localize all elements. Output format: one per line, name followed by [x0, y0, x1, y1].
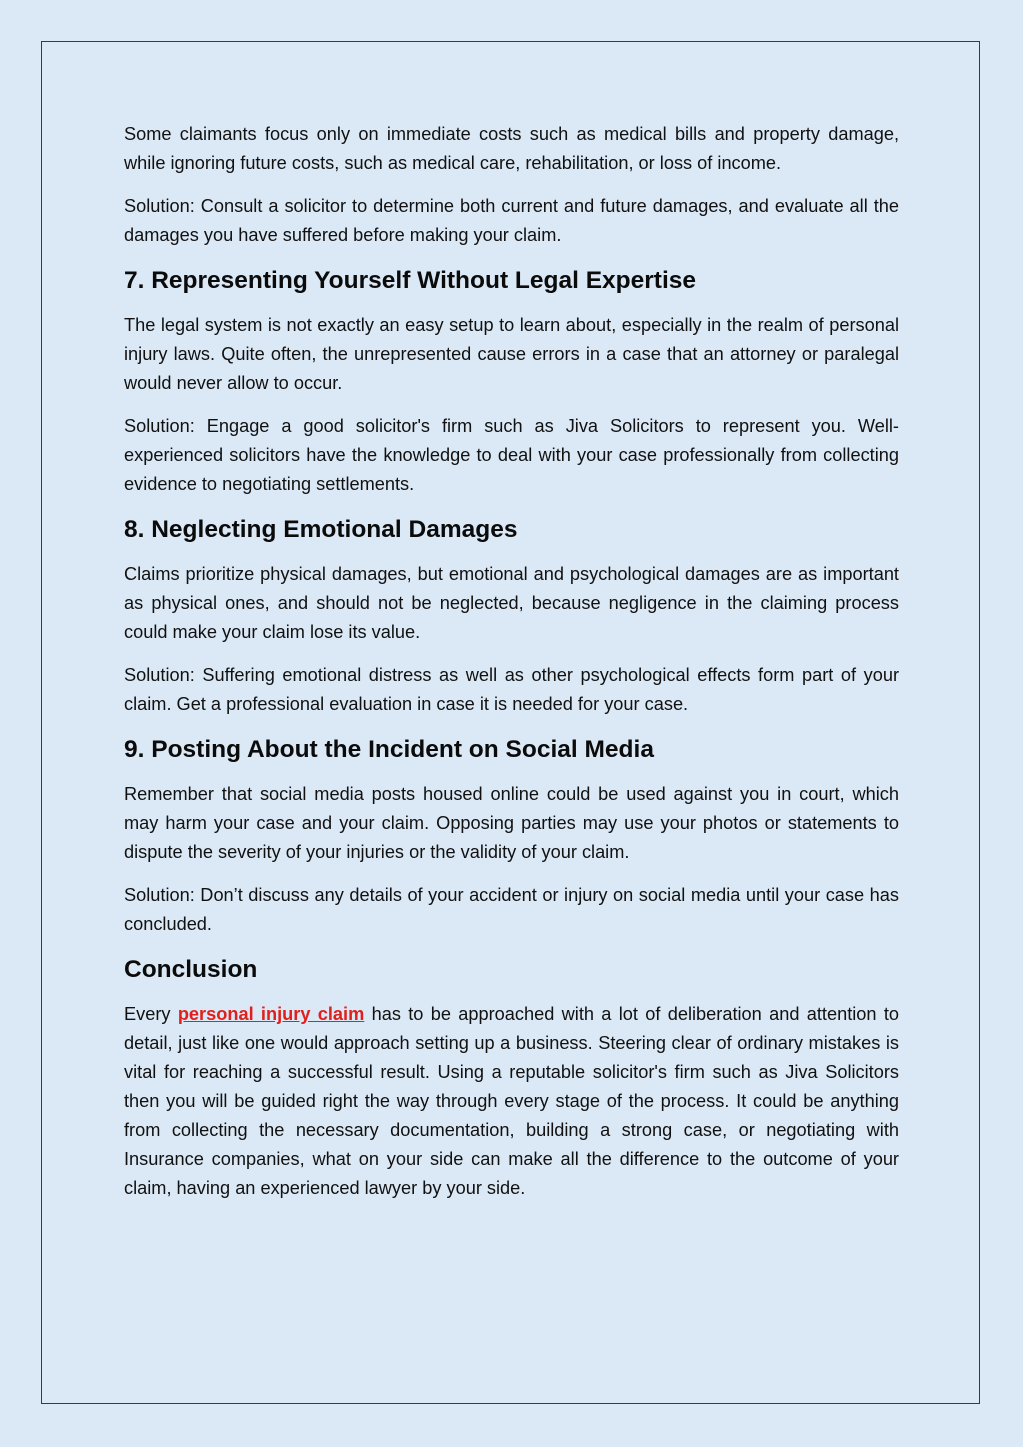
conclusion-text-start: Every — [124, 1004, 178, 1024]
paragraph: Claims prioritize physical damages, but emotional and psychological damages are as important as physical ones, and should not be neglected, because negligence in the claiming process could make your claim lose its value. — [124, 564, 899, 642]
paragraph: The legal system is not exactly an easy setup to learn about, especially in the realm of personal injury laws. Quite often, the unrepresented cause errors in a case that an attorney or paralegal would never allow to occur. — [124, 315, 899, 393]
conclusion-paragraph — [124, 1000, 899, 1203]
solution-paragraph: Solution: Engage a good solicitor's firm such as Jiva Solicitors to represent you. Well-experienced solicitors have the knowledge to deal with your case professionally from collecting evidence to negotiating settlements. — [124, 416, 899, 494]
conclusion-text-rest: has to be approached with a lot of deliberation and attention to detail, just like one would approach setting up a business. Steering clear of ordinary mistakes is vital for reaching a successful result. Using a reputable solicitor's firm such as Jiva Solicitors then you will be guided right the way through every stage of the process. It could be anything from collecting the necessary documentation, building a strong case, or negotiating with Insurance companies, what on your side can make all the difference to the outcome of your claim, having an experienced lawyer by your side. — [124, 1004, 900, 1198]
solution-paragraph: Solution: Consult a solicitor to determine both current and future damages, and evaluate all the damages you have suffered before making your claim. — [124, 196, 899, 245]
section-heading-9: 9. Posting About the Incident on Social Media — [124, 736, 654, 763]
document-body — [124, 120, 899, 1217]
section-heading-8: 8. Neglecting Emotional Damages — [124, 516, 518, 543]
personal-injury-claim-link[interactable]: personal injury claim — [177, 1004, 365, 1024]
conclusion-heading: Conclusion — [124, 956, 258, 983]
paragraph: Remember that social media posts housed online could be used against you in court, which may harm your case and your claim. Opposing parties may use your photos or statements to dispute the severity of your injuries or the validity of your claim. — [124, 784, 899, 862]
solution-paragraph: Solution: Suffering emotional distress as well as other psychological effects form part of your claim. Get a professional evaluation in case it is needed for your case. — [124, 665, 899, 714]
section-heading-7: 7. Representing Yourself Without Legal Expertise — [124, 267, 697, 294]
paragraph: Some claimants focus only on immediate costs such as medical bills and property damage, while ignoring future costs, such as medical care, rehabilitation, or loss of income. — [124, 124, 899, 173]
solution-paragraph: Solution: Don’t discuss any details of your accident or injury on social media until your case has concluded. — [124, 885, 899, 934]
